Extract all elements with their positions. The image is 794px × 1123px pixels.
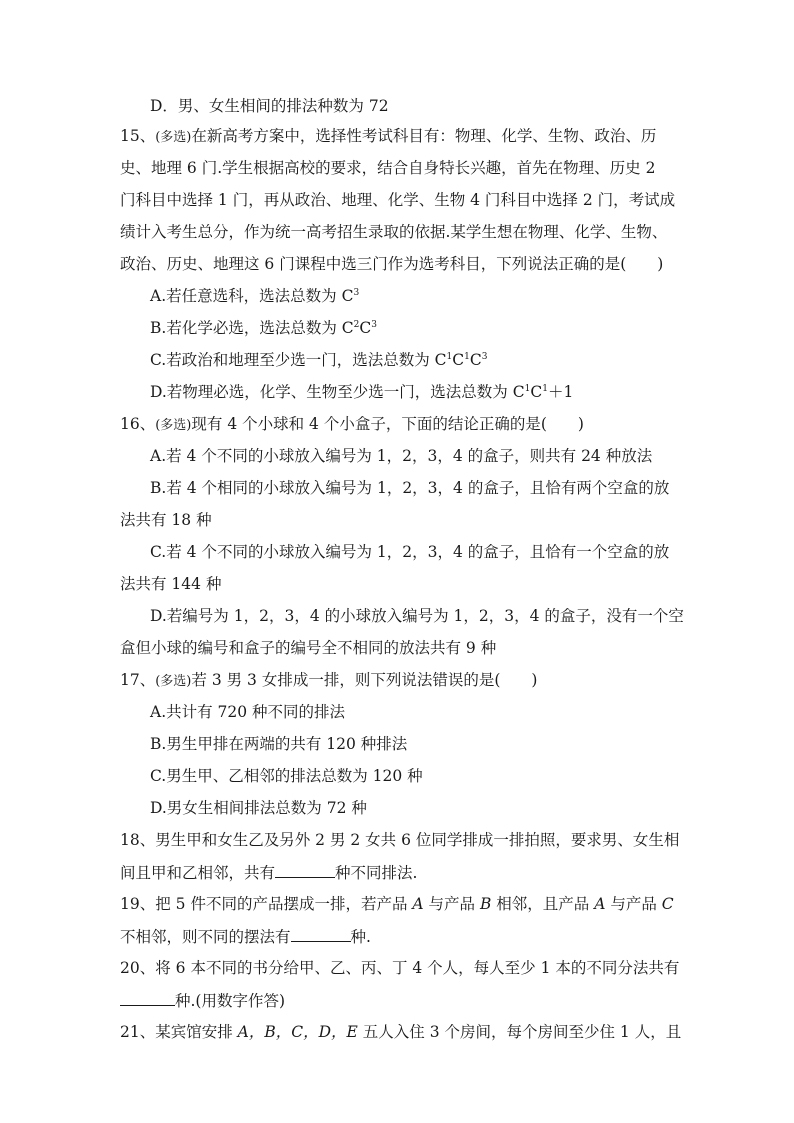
q17-option-c: C.男生甲、乙相邻的排法总数为 120 种	[150, 767, 423, 785]
q18-line1: 18、男生甲和女生乙及另外 2 男 2 女共 6 位同学排成一排拍照，要求男、女生相	[120, 831, 680, 849]
q16-multi-select-tag: (多选)	[155, 418, 192, 433]
q20-line2: 种.(用数字作答)	[120, 990, 285, 1011]
q16-option-a: A.若 4 个不同的小球放入编号为 1，2，3，4 的盒子，则共有 24 种放法	[150, 447, 653, 465]
combination-symbol: $C^3$	[341, 287, 360, 305]
combination-symbol: $C^2C^3$	[341, 319, 377, 337]
q14-option-d: D．男、女生相间的排法种数为 72	[150, 97, 389, 115]
answer-blank	[120, 990, 175, 1006]
combination-symbol: $C^1C^1C^3$	[434, 351, 488, 369]
q16-number: 16、	[120, 415, 156, 433]
q17-multi-select-tag: (多选)	[155, 674, 192, 689]
q15-stem-line2: 史、地理 6 门.学生根据高校的要求，结合自身特长兴趣，首先在物理、历史 2	[120, 159, 656, 177]
q16-option-b-line2: 法共有 18 种	[120, 511, 212, 529]
answer-blank	[291, 926, 351, 942]
q15-option-a: A.若任意选科，选法总数为 $C^3$	[150, 287, 360, 305]
q15-stem-line4: 绩计入考生总分，作为统一高考招生录取的依据.某学生想在物理、化学、生物、	[120, 223, 668, 241]
q17-option-a: A.共计有 720 种不同的排法	[150, 703, 346, 721]
q19-line2: 不相邻，则不同的摆法有 种.	[120, 928, 371, 946]
q16-option-c-line1: C.若 4 个不同的小球放入编号为 1，2，3，4 的盒子，且恰有一个空盒的放	[150, 543, 670, 561]
q15-stem-line5: 政治、历史、地理这 6 门课程中选三门作为选考科目，下列说法正确的是( )	[120, 255, 664, 273]
q16-stem: 16、(多选)现有 4 个小球和 4 个小盒子，下面的结论正确的是( )	[120, 415, 584, 433]
answer-blank	[275, 862, 335, 878]
q16-option-d-line2: 盒但小球的编号和盒子的编号全不相同的放法共有 9 种	[120, 639, 497, 657]
q19-line1: 19、把 5 件不同的产品摆成一排，若产品 A 与产品 B 相邻，且产品 A 与产品 C	[120, 895, 674, 913]
q16-option-c-line2: 法共有 144 种	[120, 575, 222, 593]
q18-line2: 间且甲和乙相邻，共有 种不同排法.	[120, 864, 418, 882]
q15-option-b: B.若化学必选，选法总数为 $C^2C^3$	[150, 319, 377, 337]
q15-option-d: D.若物理必选，化学、生物至少选一门，选法总数为 $C^1C^1+1$	[150, 383, 574, 401]
q20-line1: 20、将 6 本不同的书分给甲、乙、丙、丁 4 个人，每人至少 1 本的不同分法共有	[120, 959, 680, 977]
q15-option-c: C.若政治和地理至少选一门，选法总数为 $C^1C^1C^3$	[150, 351, 488, 369]
q16-option-b-line1: B.若 4 个相同的小球放入编号为 1，2，3，4 的盒子，且恰有两个空盒的放	[150, 479, 670, 497]
q17-number: 17、	[120, 671, 156, 689]
q17-stem: 17、(多选)若 3 男 3 女排成一排，则下列说法错误的是( )	[120, 671, 538, 689]
q15-multi-select-tag: (多选)	[155, 130, 192, 145]
q15-number: 15、	[120, 127, 156, 145]
q15-stem-text: 在新高考方案中，选择性考试科目有：物理、化学、生物、政治、历	[191, 127, 657, 145]
q21-line1: 21、某宾馆安排 A，B，C，D，E 五人入住 3 个房间，每个房间至少住 1 人，且	[120, 1023, 682, 1041]
q16-option-d-line1: D.若编号为 1，2，3，4 的小球放入编号为 1，2，3，4 的盒子，没有一个空	[150, 607, 684, 625]
q15-stem-line1	[120, 126, 656, 148]
combination-symbol: $C^1C^1$	[512, 383, 548, 401]
q17-option-b: B.男生甲排在两端的共有 120 种排法	[150, 735, 408, 753]
q15-stem-line3: 门科目中选择 1 门，再从政治、地理、化学、生物 4 门科目中选择 2 门，考试成	[120, 191, 676, 209]
q17-option-d: D.男女生相间排法总数为 72 种	[150, 799, 367, 817]
